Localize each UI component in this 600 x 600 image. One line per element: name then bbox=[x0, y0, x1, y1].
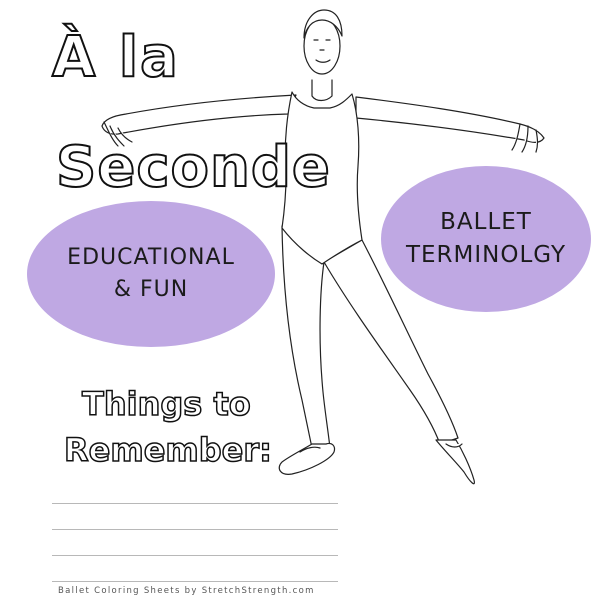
writing-line bbox=[52, 555, 338, 556]
bubble-right-line-1: BALLET bbox=[440, 208, 532, 235]
bubble-left-line-1: EDUCATIONAL bbox=[67, 245, 235, 271]
writing-line bbox=[52, 503, 338, 504]
remember-heading-line-1: Things to bbox=[82, 385, 251, 423]
title-line-1: À la bbox=[52, 25, 180, 90]
remember-heading-line-2: Remember: bbox=[64, 431, 272, 469]
bubble-right-line-2: TERMINOLGY bbox=[405, 242, 567, 268]
credit-text: Ballet Coloring Sheets by StretchStrength.com bbox=[58, 586, 315, 596]
bubble-left-line-2: & FUN bbox=[113, 277, 189, 302]
educational-fun-bubble bbox=[27, 201, 275, 347]
ballet-terminology-bubble bbox=[381, 166, 591, 312]
title-line-2: Seconde bbox=[56, 135, 331, 200]
writing-line bbox=[52, 529, 338, 530]
writing-line bbox=[52, 581, 338, 582]
